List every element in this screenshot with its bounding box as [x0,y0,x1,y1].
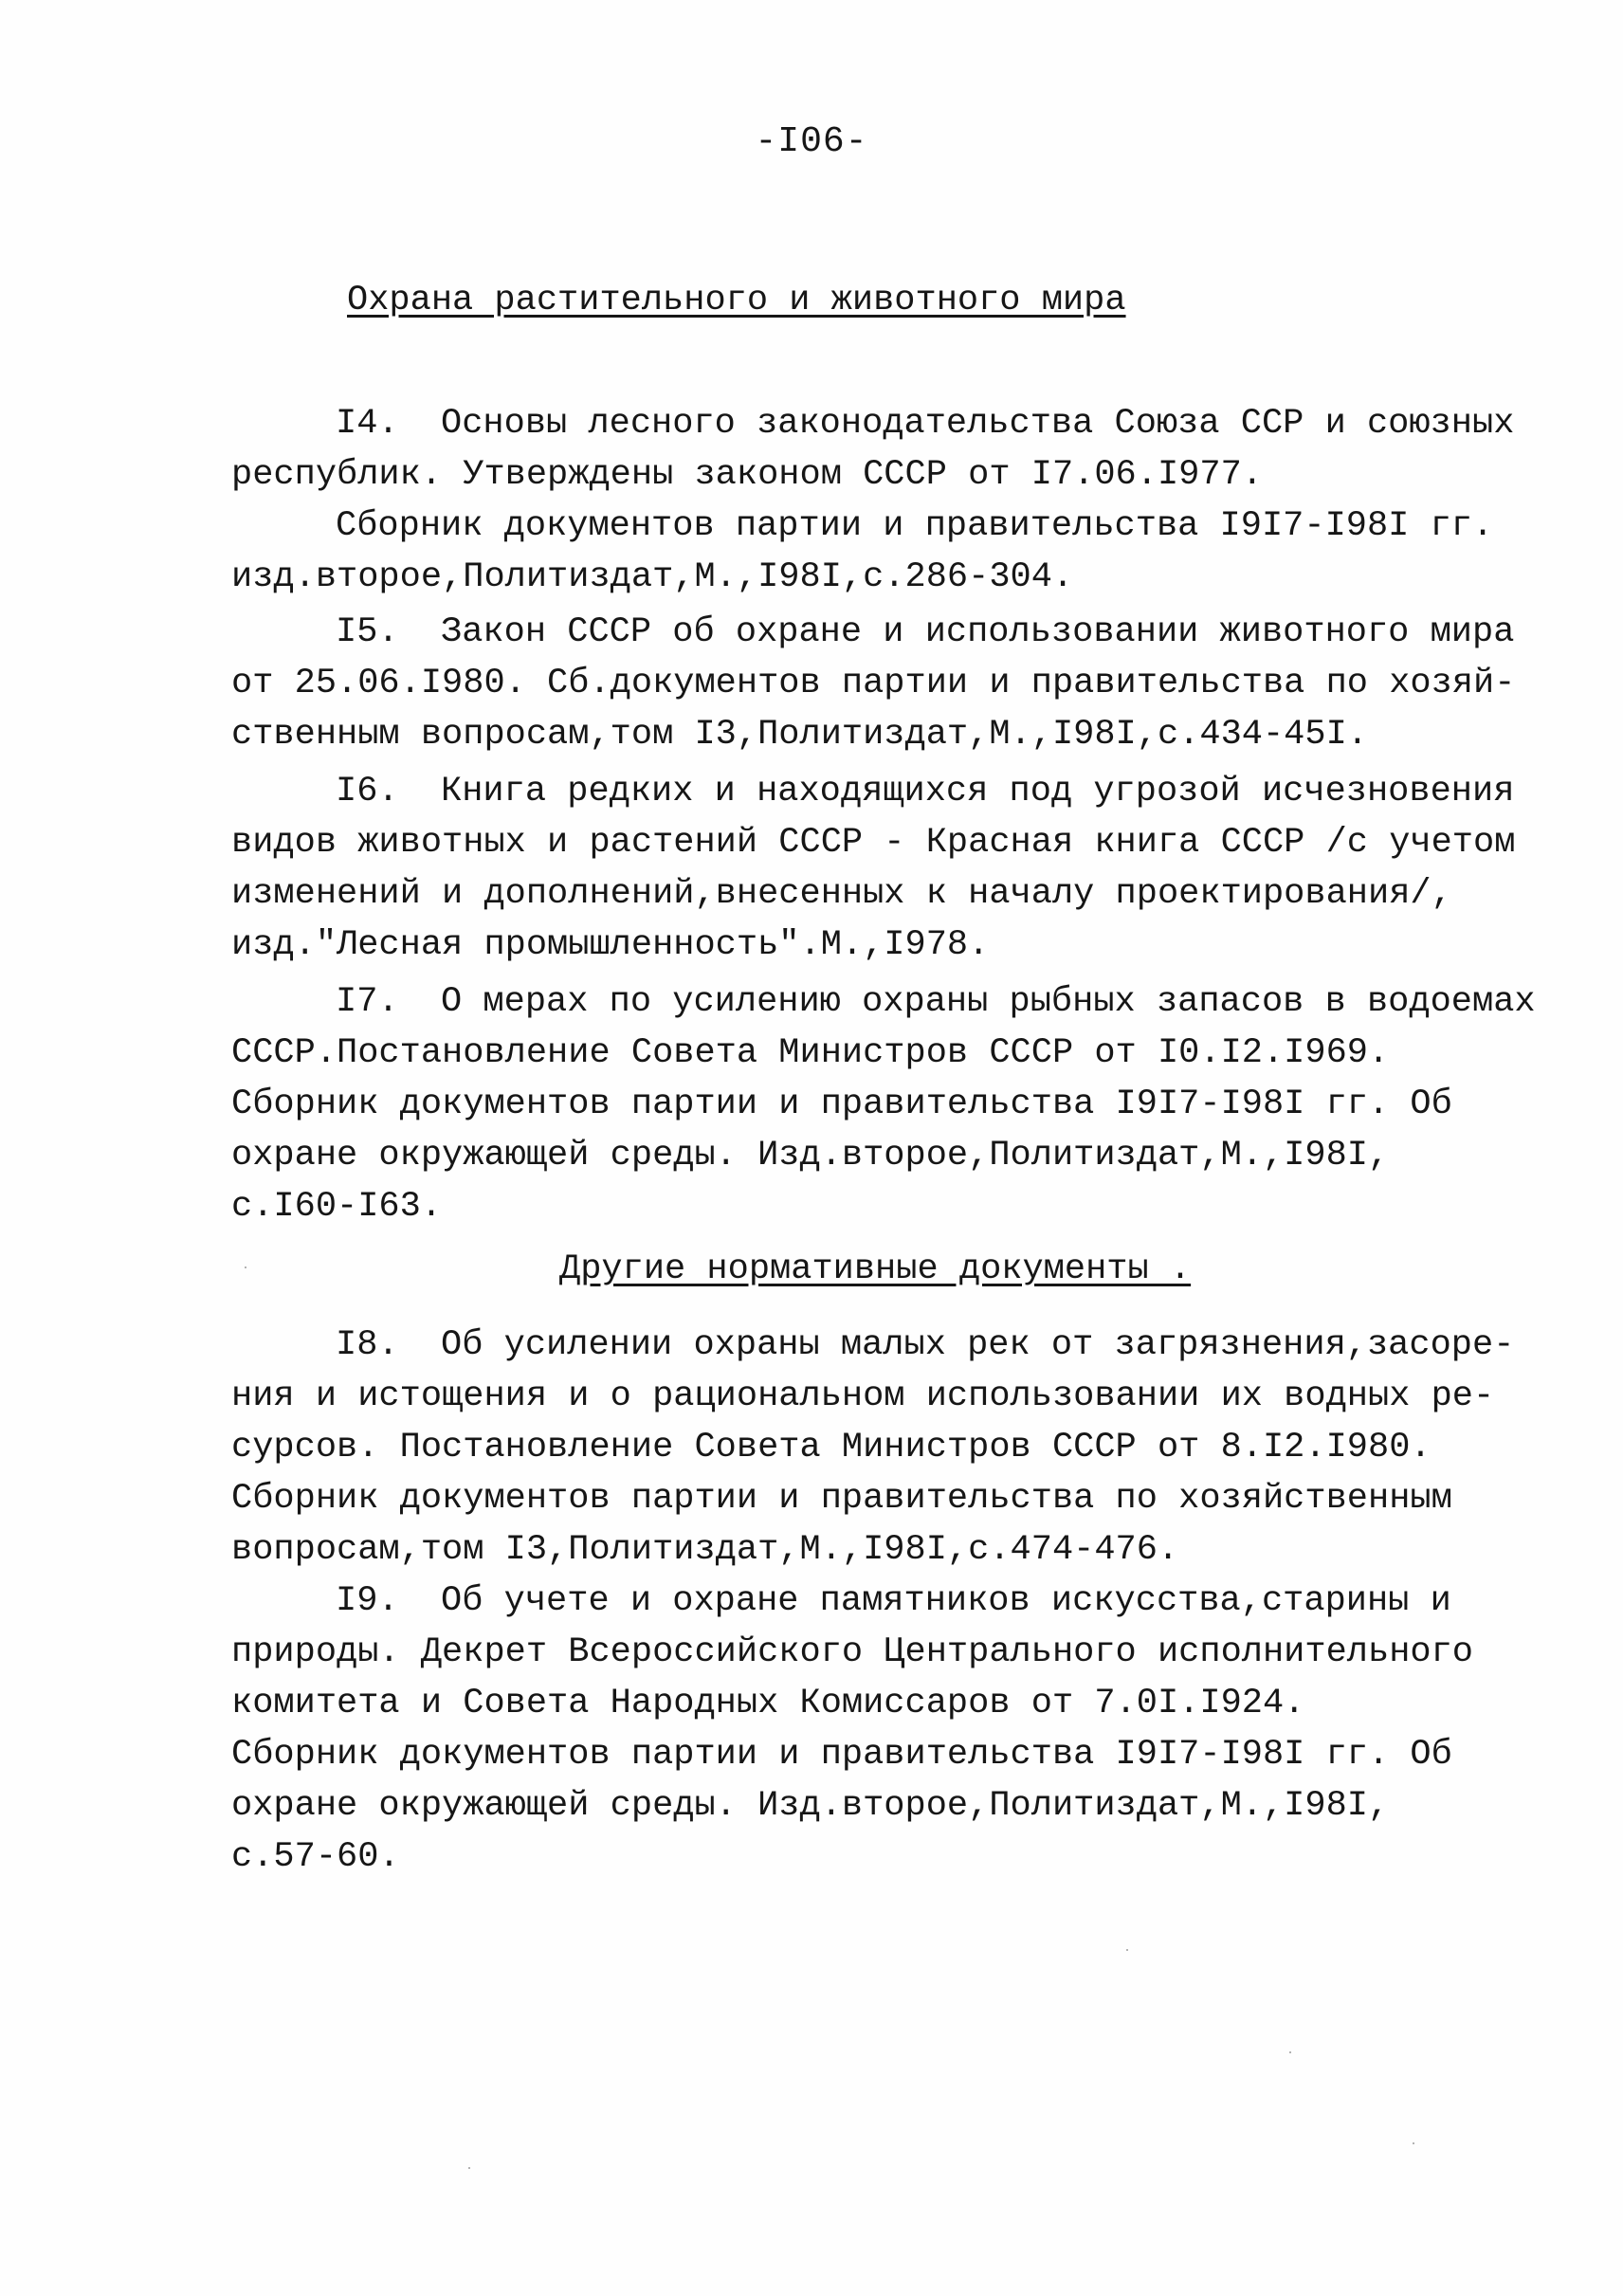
section-heading-flora-fauna: Охрана растительного и животного мира [347,281,1126,320]
entry-line: изменений и дополнений,внесенных к началу проектирования/, [231,874,1452,914]
scan-speck [245,1266,246,1268]
entry-line: I5. Закон СССР об охране и использовании животного мира [336,612,1515,652]
scan-speck [1126,1949,1128,1951]
entry-line: ния и истощения и о рациональном использовании их водных ре- [231,1376,1495,1416]
reference-entry-15 [231,607,1516,760]
entry-line: I6. Книга редких и находящихся под угрозой исчезновения [336,772,1515,811]
reference-entry-14 [231,398,1515,603]
entry-line: с.57-60. [231,1837,400,1877]
entry-line: I8. Об усилении охраны малых рек от загрязнения,засоре- [336,1325,1515,1365]
entry-line: природы. Декрет Всероссийского Центрального исполнительного [231,1632,1474,1672]
entry-line: охране окружающей среды. Изд.второе,Политиздат,М.,I98I, [231,1786,1390,1826]
entry-line: ственным вопросам,том I3,Политиздат,М.,I98I,с.434-45I. [231,715,1368,755]
reference-entry-19 [231,1576,1474,1883]
entry-line: изд.второе,Политиздат,М.,I98I,с.286-304. [231,557,1074,597]
entry-line: I7. О мерах по усилению охраны рыбных запасов в водоемах [336,982,1536,1022]
entry-line: Сборник документов партии и правительства по хозяйственным [231,1479,1452,1519]
entry-line: Сборник документов партии и правительства I9I7-I98I гг. [336,506,1494,546]
entry-line: I4. Основы лесного законодательства Союза ССР и союзных [336,404,1515,444]
section-heading-other-documents: Другие нормативные документы . [559,1249,1192,1289]
scan-speck [1413,2142,1414,2144]
scan-speck [468,2167,470,2169]
reference-entry-18 [231,1320,1515,1576]
reference-entry-17 [231,976,1536,1232]
entry-line: I9. Об учете и охране памятников искусства,старины и [336,1581,1451,1621]
entry-line: Сборник документов партии и правительства I9I7-I98I гг. Об [231,1735,1452,1775]
page-number: -I06- [755,121,868,162]
entry-line: видов животных и растений СССР - Красная книга СССР /с учетом [231,823,1516,863]
reference-entry-16 [231,766,1516,971]
entry-line: изд."Лесная промышленность".М.,I978. [231,925,990,965]
entry-line: сурсов. Постановление Совета Министров СССР от 8.I2.I980. [231,1428,1432,1467]
entry-line: комитета и Совета Народных Комиссаров от 7.0I.I924. [231,1684,1305,1723]
entry-line: республик. Утверждены законом СССР от I7.06.I977. [231,455,1263,495]
entry-line: вопросам,том I3,Политиздат,М.,I98I,с.474-476. [231,1530,1179,1570]
entry-line: Сборник документов партии и правительства I9I7-I98I гг. Об [231,1084,1452,1124]
entry-line: охране окружающей среды. Изд.второе,Политиздат,М.,I98I, [231,1136,1390,1175]
entry-line: СССР.Постановление Совета Министров СССР от I0.I2.I969. [231,1033,1390,1073]
entry-line: от 25.06.I980. Сб.документов партии и правительства по хозяй- [231,664,1516,703]
entry-line: с.I60-I63. [231,1187,443,1227]
scan-speck [1289,2051,1291,2053]
